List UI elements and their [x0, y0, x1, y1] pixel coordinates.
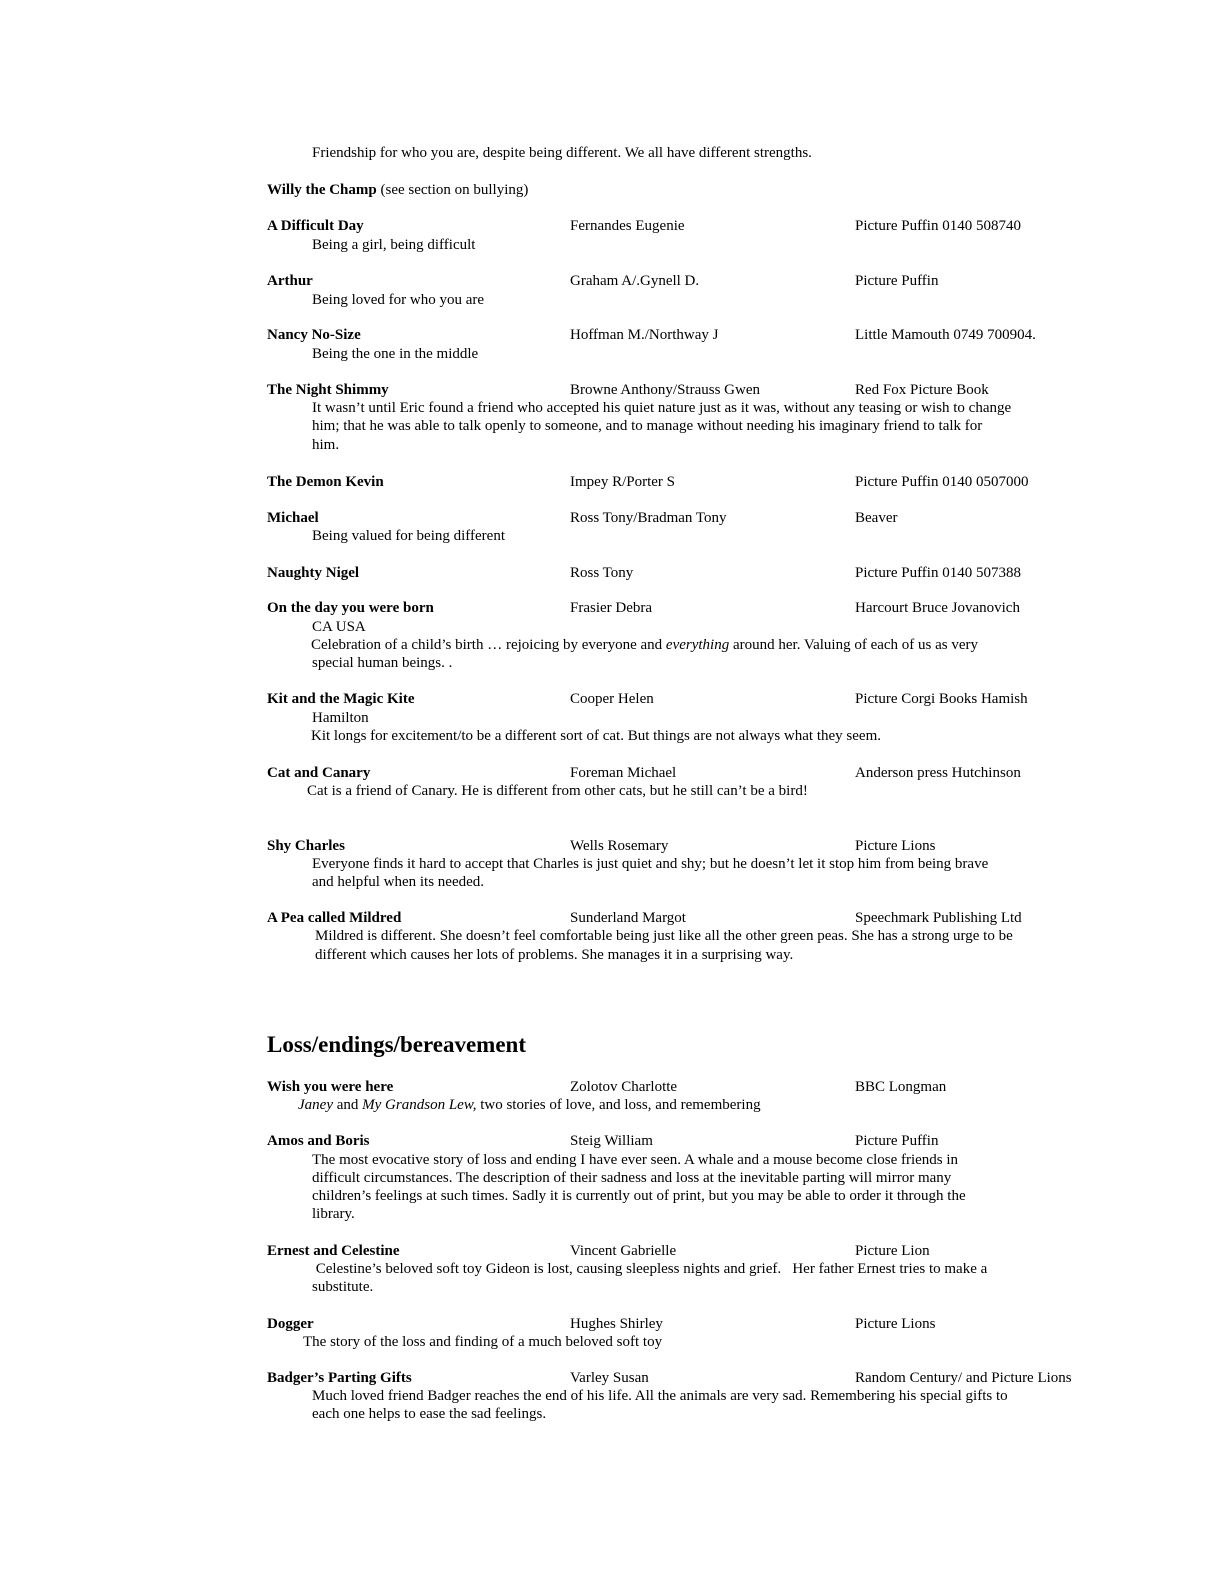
book-description: different which causes her lots of problems. She manages it in a surprising way. [315, 947, 794, 963]
book-publisher: Beaver [855, 510, 898, 526]
book-description: Mildred is different. She doesn’t feel comfortable being just like all the other green peas. She has a strong urge to be [315, 928, 1013, 944]
book-description: Everyone finds it hard to accept that Charles is just quiet and shy; but he doesn’t let it stop him from being brave [312, 856, 989, 872]
book-title: Badger’s Parting Gifts [267, 1370, 412, 1386]
book-publisher: Harcourt Bruce Jovanovich [855, 600, 1020, 616]
book-description: Being valued for being different [312, 528, 505, 544]
willy-entry [267, 181, 528, 200]
book-title: A Pea called Mildred [267, 910, 402, 926]
book-description: Kit longs for excitement/to be a different sort of cat. But things are not always what they seem. [311, 728, 881, 744]
book-author: Ross Tony/Bradman Tony [570, 510, 727, 526]
book-description: library. [312, 1206, 355, 1222]
book-author: Sunderland Margot [570, 910, 686, 926]
book-description: children’s feelings at such times. Sadly it is currently out of print, but you may be able to order it through the [312, 1188, 966, 1204]
book-description: special human beings. . [312, 655, 453, 671]
book-description: difficult circumstances. The description of their sadness and loss at the inevitable parting will mirror many [312, 1170, 952, 1186]
book-description: Being the one in the middle [312, 346, 479, 362]
book-description: Cat is a friend of Canary. He is different from other cats, but he still can’t be a bird! [307, 783, 808, 799]
intro-line: Friendship for who you are, despite being different. We all have different strengths. [312, 145, 812, 161]
book-description: It wasn’t until Eric found a friend who accepted his quiet nature just as it was, without any teasing or wish to change [312, 400, 1012, 416]
book-title: The Night Shimmy [267, 382, 389, 398]
book-title: Michael [267, 510, 319, 526]
book-description: Much loved friend Badger reaches the end of his life. All the animals are very sad. Remembering his special gifts to [312, 1388, 1008, 1404]
book-author: Impey R/Porter S [570, 474, 675, 490]
book-author: Steig William [570, 1133, 653, 1149]
book-title: Arthur [267, 273, 313, 289]
book-publisher: Picture Lions [855, 838, 936, 854]
book-title: Ernest and Celestine [267, 1243, 400, 1259]
book-author: Frasier Debra [570, 600, 653, 616]
book-title: Cat and Canary [267, 765, 371, 781]
book-description: Celebration of a child’s birth … rejoicing by everyone and everything around her. Valuing of each of us as very [311, 637, 979, 653]
book-publisher: BBC Longman [855, 1079, 947, 1095]
book-description: Being a girl, being difficult [312, 237, 476, 253]
book-publisher-continued: Hamilton [312, 710, 369, 726]
book-title: Kit and the Magic Kite [267, 691, 415, 707]
book-description: each one helps to ease the sad feelings. [312, 1406, 547, 1422]
book-description: him. [312, 437, 340, 453]
book-title: Shy Charles [267, 838, 345, 854]
cross-reference-note: (see section on bullying) [380, 182, 529, 198]
book-description: Celestine’s beloved soft toy Gideon is lost, causing sleepless nights and grief. Her father Ernest tries to make a [312, 1261, 988, 1277]
section-heading: Loss/endings/bereavement [267, 1032, 526, 1057]
book-description: The most evocative story of loss and ending I have ever seen. A whale and a mouse become close friends in [312, 1152, 959, 1168]
book-publisher: Red Fox Picture Book [855, 382, 989, 398]
book-title: A Difficult Day [267, 218, 364, 234]
book-title: Willy the Champ [267, 182, 377, 198]
book-author: Cooper Helen [570, 691, 654, 707]
book-publisher: Picture Lion [855, 1243, 930, 1259]
book-description: him; that he was able to talk openly to someone, and to manage without needing his imaginary friend to talk for [312, 418, 983, 434]
book-author: Hoffman M./Northway J [570, 327, 719, 343]
book-author: Browne Anthony/Strauss Gwen [570, 382, 760, 398]
book-author: Varley Susan [570, 1370, 649, 1386]
book-author: Zolotov Charlotte [570, 1079, 678, 1095]
book-publisher: Picture Puffin 0140 0507000 [855, 474, 1029, 490]
book-publisher: Random Century/ and Picture Lions [855, 1370, 1072, 1386]
book-title: On the day you were born [267, 600, 434, 616]
book-author: Hughes Shirley [570, 1316, 663, 1332]
book-author: Ross Tony [570, 565, 634, 581]
book-publisher: Picture Puffin [855, 273, 939, 289]
book-publisher: Picture Lions [855, 1316, 936, 1332]
book-description: Being loved for who you are [312, 292, 485, 308]
book-publisher-continued: CA USA [312, 619, 366, 635]
book-title: Nancy No-Size [267, 327, 361, 343]
book-author: Fernandes Eugenie [570, 218, 685, 234]
book-description: and helpful when its needed. [312, 874, 485, 890]
book-publisher: Picture Puffin 0140 507388 [855, 565, 1021, 581]
book-author: Vincent Gabrielle [570, 1243, 677, 1259]
book-author: Foreman Michael [570, 765, 677, 781]
book-publisher: Speechmark Publishing Ltd [855, 910, 1022, 926]
book-publisher: Little Mamouth 0749 700904. [855, 327, 1036, 343]
book-title: The Demon Kevin [267, 474, 384, 490]
book-author: Graham A/.Gynell D. [570, 273, 700, 289]
book-description: Janey and My Grandson Lew, two stories of love, and loss, and remembering [298, 1097, 761, 1113]
book-publisher: Anderson press Hutchinson [855, 765, 1021, 781]
book-publisher: Picture Puffin 0140 508740 [855, 218, 1021, 234]
book-description: substitute. [312, 1279, 374, 1295]
book-description: The story of the loss and finding of a much beloved soft toy [303, 1334, 663, 1350]
book-title: Naughty Nigel [267, 565, 360, 581]
book-title: Amos and Boris [267, 1133, 370, 1149]
book-title: Wish you were here [267, 1079, 394, 1095]
book-publisher: Picture Corgi Books Hamish [855, 691, 1028, 707]
book-author: Wells Rosemary [570, 838, 669, 854]
book-title: Dogger [267, 1316, 314, 1332]
book-publisher: Picture Puffin [855, 1133, 939, 1149]
